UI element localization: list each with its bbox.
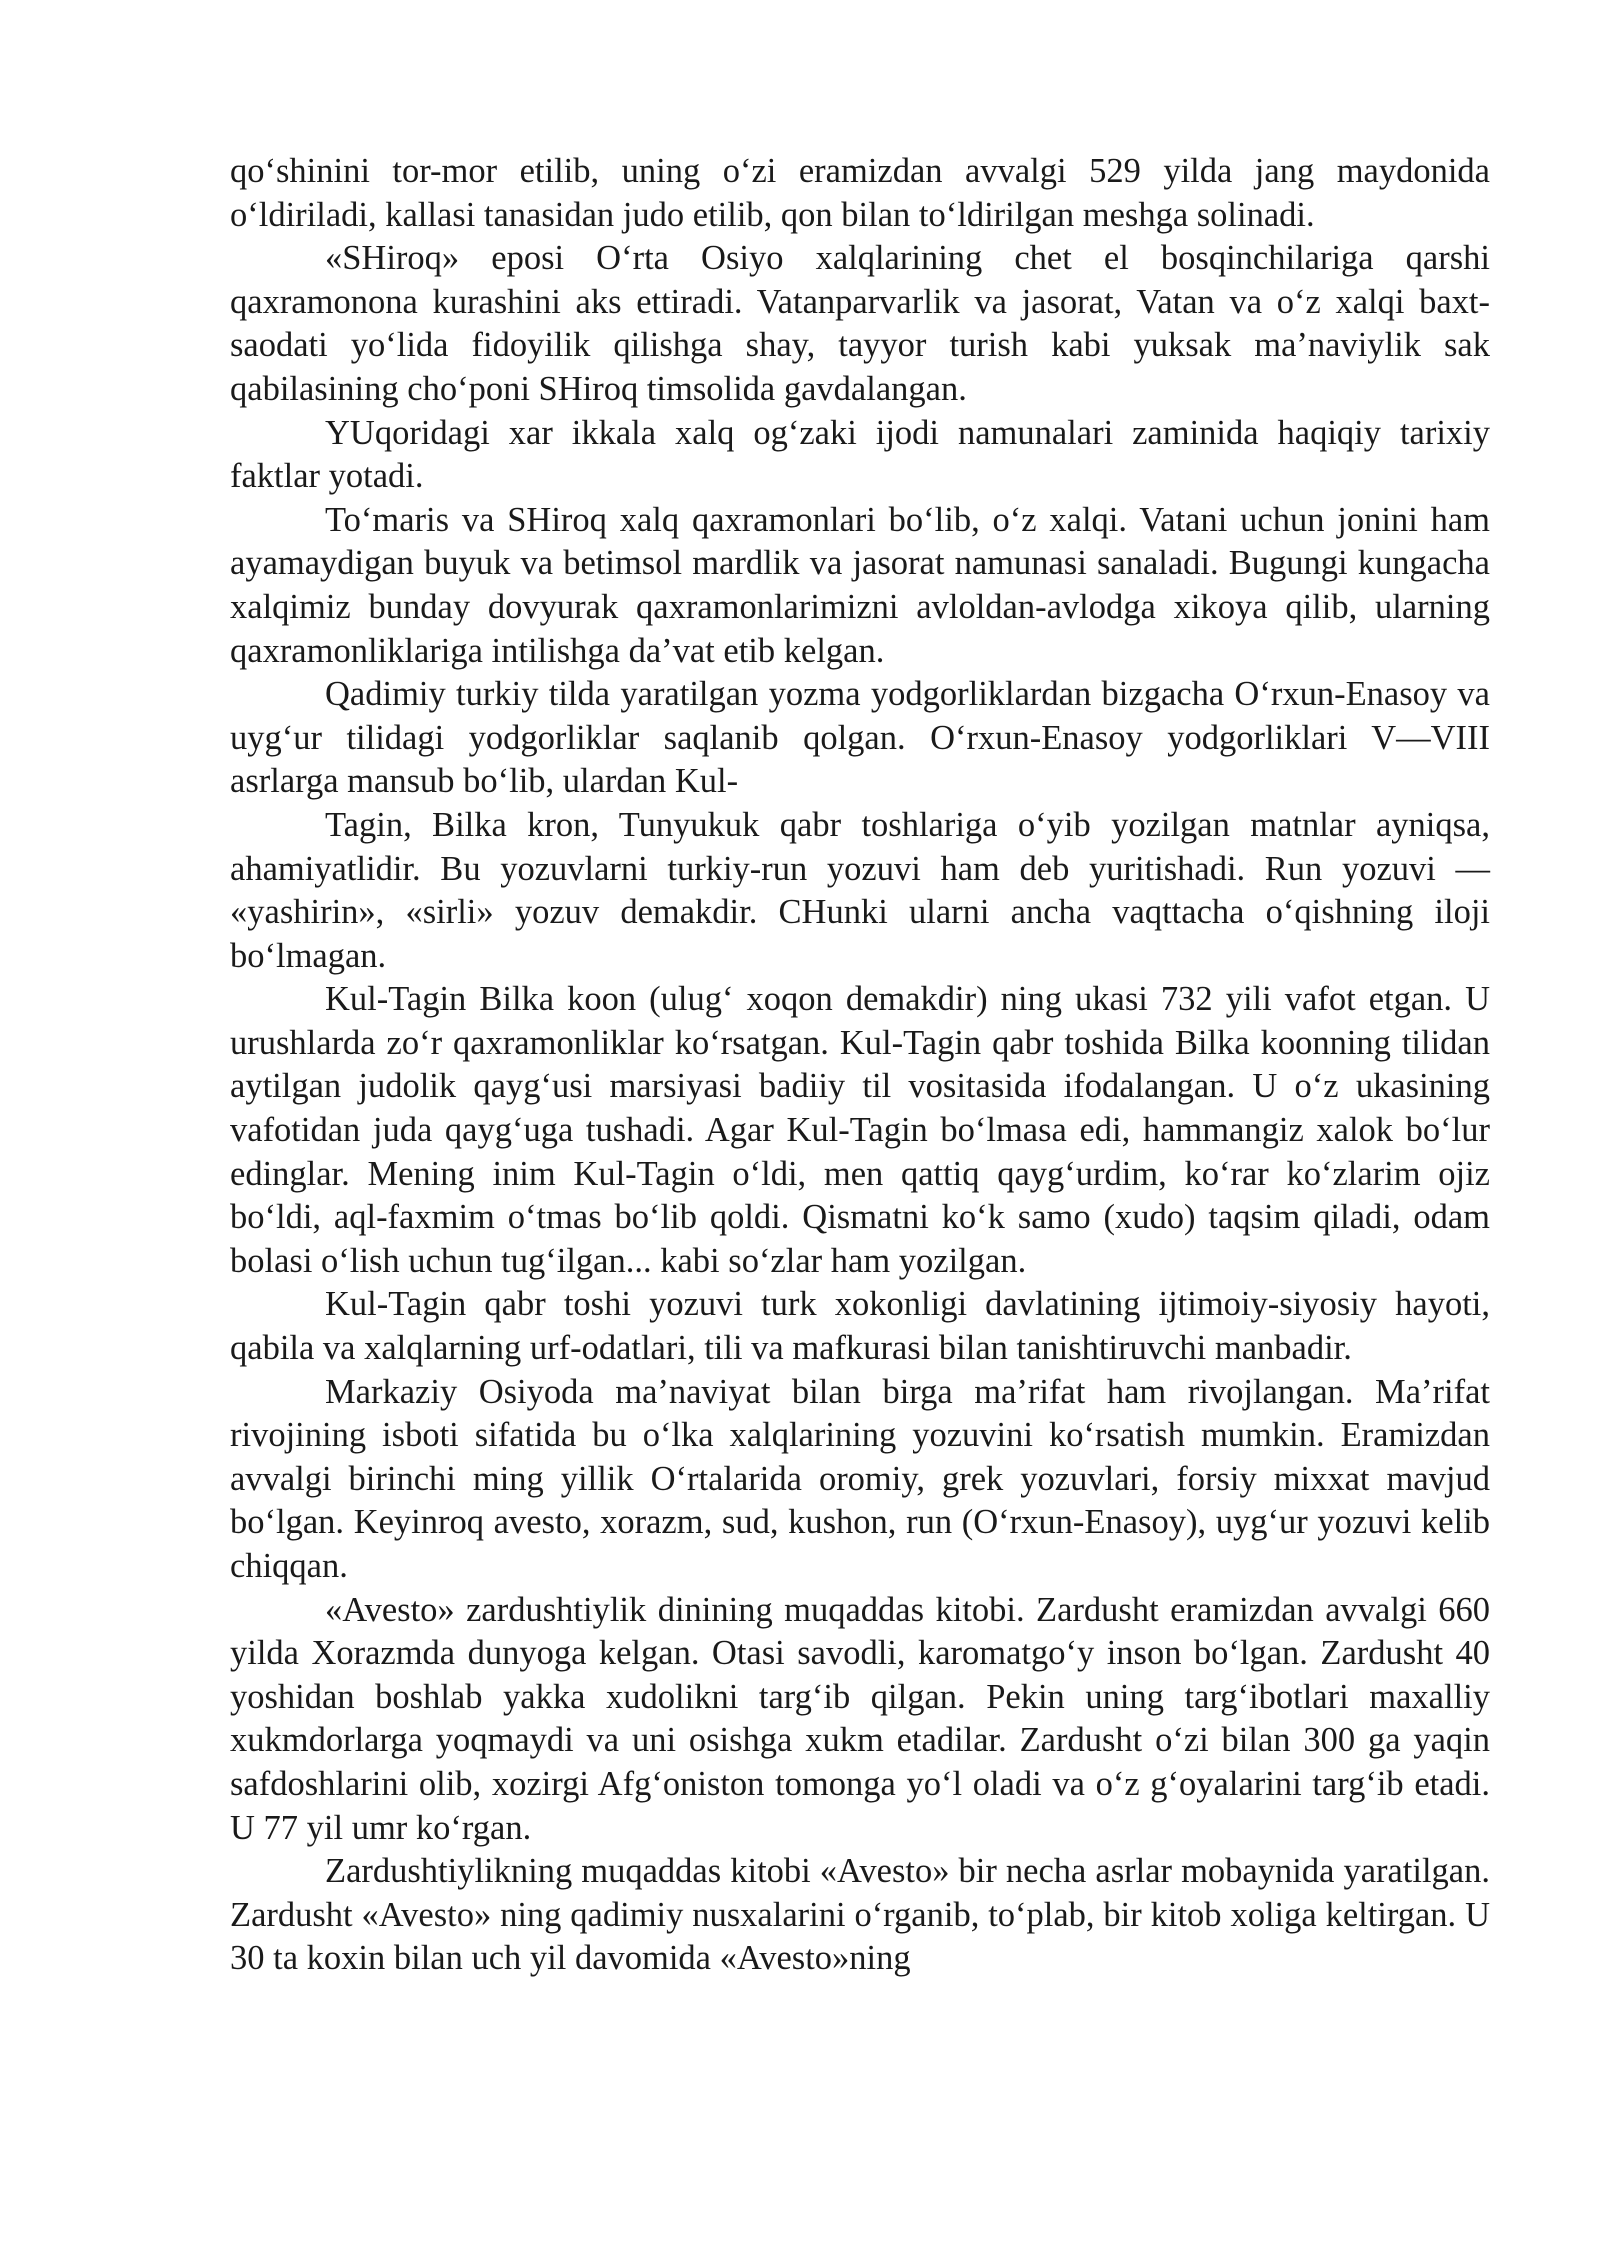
paragraph: Tagin, Bilka kron, Tunyukuk qabr toshlariga o‘yib yozilgan matnlar ayniqsa, ahamiyatlidir. Bu yozuvlarni turkiy-run yozuvi ham deb yuritishadi. Run yozuvi — «yashirin», «sirli» yozuv demakdir. CHunki ularni ancha vaqttacha o‘qishning iloji bo‘lmagan.	[230, 805, 1490, 975]
paragraph: «Avesto» zardushtiylik dinining muqaddas kitobi. Zardusht eramizdan avvalgi 660 yilda Xorazmda dunyoga kelgan. Otasi savodli, karomatgo‘y inson bo‘lgan. Zardusht 40 yoshidan boshlab yakka xudolikni targ‘ib qilgan. Pekin uning targ‘ibotlari maxalliy xukmdorlarga yoqmaydi va uni osishga xukm etadilar. Zardusht o‘zi bilan 300 ga yaqin safdoshlarini olib, xozirgi Afg‘oniston tomonga yo‘l oladi va o‘z g‘oyalarini targ‘ib etadi. U 77 yil umr ko‘rgan.	[230, 1590, 1490, 1847]
document-page	[230, 150, 1490, 1981]
paragraph: YUqoridagi xar ikkala xalq og‘zaki ijodi namunalari zaminida haqiqiy tarixiy faktlar yotadi.	[230, 413, 1490, 496]
paragraph: Zardushtiylikning muqaddas kitobi «Avesto» bir necha asrlar mobaynida yaratilgan. Zardusht «Avesto» ning qadimiy nusxalarini o‘rganib, to‘plab, bir kitob xoliga keltirgan. U 30 ta koxin bilan uch yil davomida «Avesto»ning	[230, 1852, 1490, 1978]
paragraph: Kul-Tagin Bilka koon (ulug‘ xoqon demakdir) ning ukasi 732 yili vafot etgan. U urushlarda zo‘r qaxramonliklar ko‘rsatgan. Kul-Tagin qabr toshida Bilka koonning tilidan aytilgan judolik qayg‘usi marsiyasi badiiy til vositasida ifodalangan. U o‘z ukasining vafotidan juda qayg‘uga tushadi. Agar Kul-Tagin bo‘lmasa edi, hammangiz xalok bo‘lur edinglar. Mening inim Kul-Tagin o‘ldi, men qattiq qayg‘urdim, ko‘rar ko‘zlarim ojiz bo‘ldi, aql-faxmim o‘tmas bo‘lib qoldi. Qismatni ko‘k samo (xudo) taqsim qiladi, odam bolasi o‘lish uchun tug‘ilgan... kabi so‘zlar ham yozilgan.	[230, 980, 1490, 1280]
paragraph: Qadimiy turkiy tilda yaratilgan yozma yodgorliklardan bizgacha O‘rxun-Enasoy va uyg‘ur tilidagi yodgorliklar saqlanib qolgan. O‘rxun-Enasoy yodgorliklari V—VIII asrlarga mansub bo‘lib, ulardan Kul-	[230, 675, 1490, 801]
paragraph: Kul-Tagin qabr toshi yozuvi turk xokonligi davlatining ijtimoiy-siyosiy hayoti, qabila va xalqlarning urf-odatlari, tili va mafkurasi bilan tanishtiruvchi manbadir.	[230, 1285, 1490, 1368]
paragraph: qo‘shinini tor-mor etilib, uning o‘zi eramizdan avvalgi 529 yilda jang maydonida o‘ldiriladi, kallasi tanasidan judo etilib, qon bilan to‘ldirilgan meshga solinadi.	[230, 152, 1490, 234]
paragraph: «SHiroq» eposi O‘rta Osiyo xalqlarining chet el bosqinchilariga qarshi qaxramonona kurashini aks ettiradi. Vatanparvarlik va jasorat, Vatan va o‘z xalqi baxt-saodati yo‘lida fidoyilik qilishga shay, tayyor turish kabi yuksak ma’naviylik sak qabilasining cho‘poni SHiroq timsolida gavdalangan.	[230, 239, 1490, 408]
paragraph: Markaziy Osiyoda ma’naviyat bilan birga ma’rifat ham rivojlangan. Ma’rifat rivojining isboti sifatida bu o‘lka xalqlarining yozuvini ko‘rsatish mumkin. Eramizdan avvalgi birinchi ming yillik O‘rtalarida oromiy, grek yozuvlari, forsiy mixxat mavjud bo‘lgan. Keyinroq avesto, xorazm, sud, kushon, run (O‘rxun-Enasoy), uyg‘ur yozuvi kelib chiqqan.	[230, 1372, 1490, 1585]
paragraph: To‘maris va SHiroq xalq qaxramonlari bo‘lib, o‘z xalqi. Vatani uchun jonini ham ayamaydigan buyuk va betimsol mardlik va jasorat namunasi sanaladi. Bugungi kungacha xalqimiz bunday dovyurak qaxramonlarimizni avloldan-avlodga xikoya qilib, ularning qaxramonliklariga intilishga da’vat etib kelgan.	[230, 500, 1490, 670]
